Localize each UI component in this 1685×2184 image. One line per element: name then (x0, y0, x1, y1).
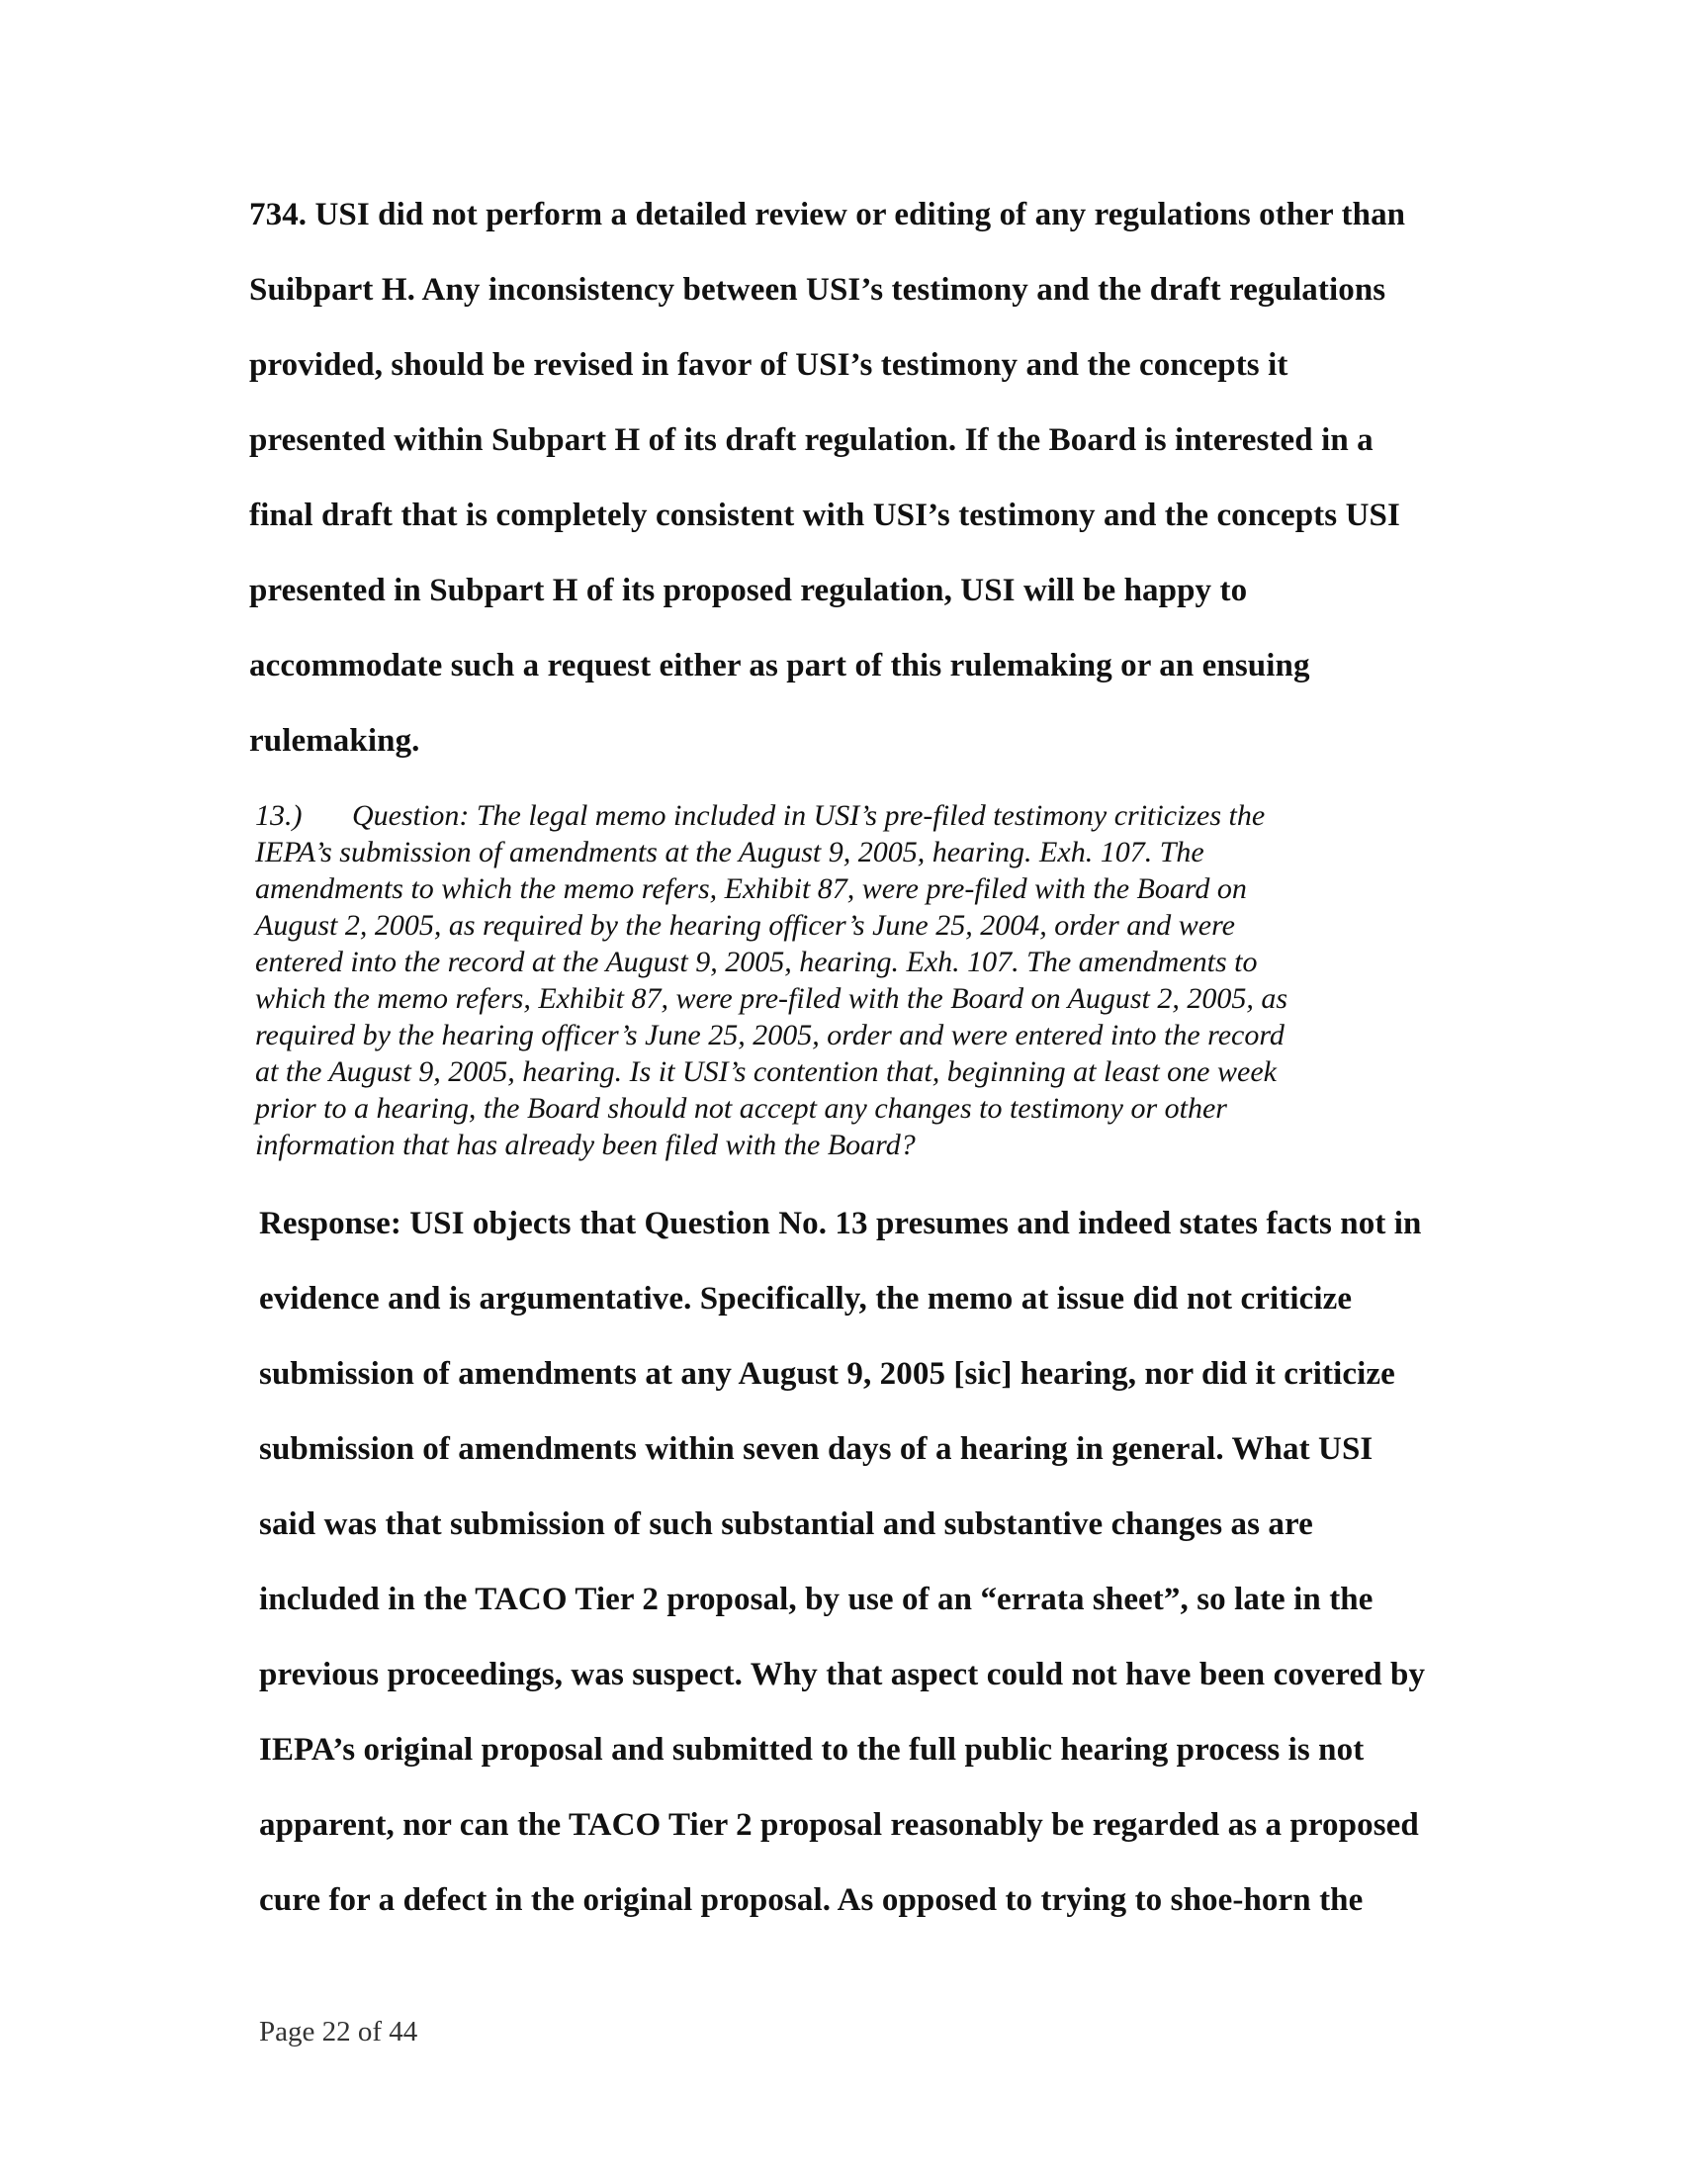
question-line: amendments to which the memo refers, Exhibit 87, were pre-filed with the Board on (255, 872, 1247, 905)
question-line: prior to a hearing, the Board should not accept any changes to testimony or other (255, 1092, 1227, 1125)
question-line: entered into the record at the August 9, 2005, hearing. Exh. 107. The amendments to (255, 946, 1258, 978)
paragraph-line: presented in Subpart H of its proposed regulation, USI will be happy to (249, 573, 1248, 608)
response-line: IEPA’s original proposal and submitted to the full public hearing process is not (259, 1732, 1365, 1768)
response-line: said was that submission of such substantial and substantive changes as are (259, 1506, 1313, 1542)
response-line: included in the TACO Tier 2 proposal, by use of an “errata sheet”, so late in the (259, 1582, 1374, 1617)
response-line: Response: USI objects that Question No. 13 presumes and indeed states facts not in (259, 1206, 1422, 1241)
question-line: IEPA’s submission of amendments at the August 9, 2005, hearing. Exh. 107. The (255, 836, 1204, 868)
question-first-line (255, 799, 1685, 833)
question-text: Question: The legal memo included in USI’s pre-filed testimony criticizes the (352, 799, 1266, 832)
question-line: August 2, 2005, as required by the hearing officer’s June 25, 2004, order and were (255, 909, 1235, 942)
paragraph-line: rulemaking. (249, 723, 420, 759)
question-number: 13.) (255, 799, 303, 832)
response-line: previous proceedings, was suspect. Why that aspect could not have been covered by (259, 1657, 1426, 1692)
paragraph-line: presented within Subpart H of its draft regulation. If the Board is interested in a (249, 422, 1374, 458)
response-line: evidence and is argumentative. Specifically, the memo at issue did not criticize (259, 1281, 1353, 1317)
paragraph-line: Suibpart H. Any inconsistency between USI’s testimony and the draft regulations (249, 272, 1386, 308)
question-line: required by the hearing officer’s June 25, 2005, order and were entered into the record (255, 1019, 1285, 1051)
response-line: apparent, nor can the TACO Tier 2 proposal reasonably be regarded as a proposed (259, 1807, 1419, 1843)
paragraph-line: final draft that is completely consistent with USI’s testimony and the concepts USI (249, 498, 1400, 533)
paragraph-line: 734. USI did not perform a detailed review or editing of any regulations other than (249, 197, 1406, 232)
response-line: cure for a defect in the original proposal. As opposed to trying to shoe-horn the (259, 1882, 1364, 1918)
response-line: submission of amendments at any August 9, 2005 [sic] hearing, nor did it criticize (259, 1356, 1395, 1392)
paragraph-line: provided, should be revised in favor of USI’s testimony and the concepts it (249, 347, 1288, 383)
question-line: which the memo refers, Exhibit 87, were pre-filed with the Board on August 2, 2005, as (255, 982, 1288, 1015)
page-number: Page 22 of 44 (259, 2016, 418, 2048)
paragraph-line: accommodate such a request either as part of this rulemaking or an ensuing (249, 648, 1310, 683)
question-line: at the August 9, 2005, hearing. Is it USI’s contention that, beginning at least one week (255, 1055, 1277, 1088)
response-line: submission of amendments within seven days of a hearing in general. What USI (259, 1431, 1374, 1467)
question-line: information that has already been filed with the Board? (255, 1129, 916, 1161)
